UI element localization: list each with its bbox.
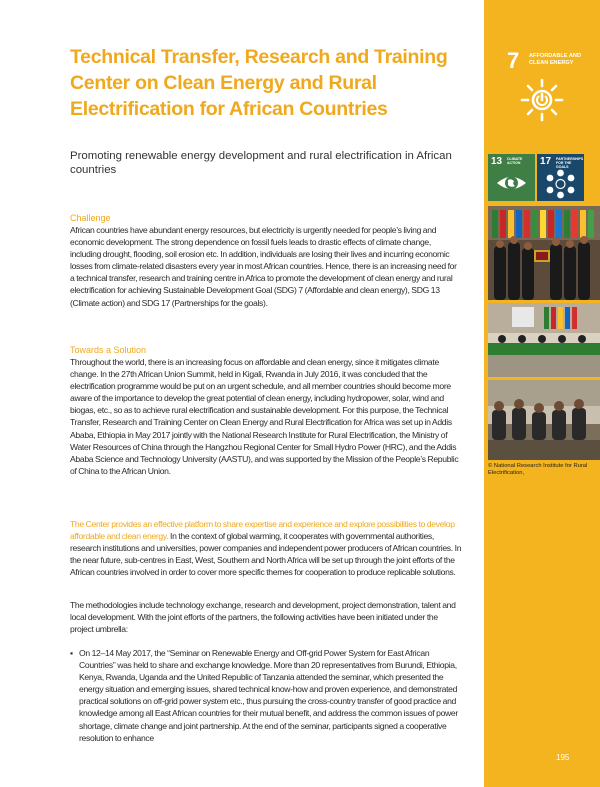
- platform-text: In the context of global warming, it cooperates with governmental authorities, research institutions and universities, power companies and independent power producers of African countries. In the near future, sub-centres in East, West, Southern and North Africa will be set up through the joint efforts of the African countries involved in order to cover more specific themes for cooperation to produce replicable solutions.: [70, 531, 462, 578]
- platform-highlight: The Center provides an effective platform to share expertise and experience and explore possibilities to develop affordable and clean energy.: [70, 519, 455, 542]
- challenge-heading: Challenge: [70, 213, 111, 223]
- list-item: On 12–14 May 2017, the “Seminar on Renewable Energy and Off-grid Power System for East African Countries” was held to share and exchange knowledge. More than 20 representatives from Burundi, Ethiopia, Kenya, Rwanda, Uganda and the United Republic of Tanzania attended the seminar, which presented the energy situation and emerging issues, shared technical know-how and proven experience, and demonstrated practical solutions on off-grid power system etc., thus pursuing the cross-country transfer of good practice and knowledge among all East African countries for their mutual benefit, and address the common issues of power shortage, climate change and joint partnership. At the end of the seminar, participants signed a cooperative resolution to enhance: [79, 648, 458, 743]
- sdg7-label: AFFORDABLE AND CLEAN ENERGY: [529, 53, 581, 66]
- page-subtitle: Promoting renewable energy development and rural electrification in African countries: [70, 150, 452, 176]
- page-title: Technical Transfer, Research and Training Center on Clean Energy and Rural Electrification for African Countries: [70, 46, 448, 120]
- ceremony-group-photo: [488, 206, 600, 300]
- partnership-circle-icon: [544, 169, 577, 199]
- conference-room-photo: [488, 303, 600, 377]
- solution-text: Throughout the world, there is an increasing focus on affordable and clean energy, since it mitigates climate change. In the 27th African Union Summit, held in Kigali, Rwanda in July 2016, it was concluded that the electrification programme would be put on an urgent schedule, and all member countries should become more aware of the importance to develop the great potential of clean energy, including hydropower, solar, wind and biogas, etc., so as to achieve rural electrification and sustainable development. For this purpose, the Technical Transfer, Research and Training Center on Clean Energy and Rural Electrification for Africa was set up in Addis Ababa, Ethiopia in May 2017 jointly with the National Research Institute for Rural Electrification, the Ministry of Water Resources of China through the Hangzhou Regional Center for Small Hydro Power (HRC), and the Addis Ababa Science and Technology University (AASTU), and was supported by the Mission of the People’s Republic of China to the African Union.: [70, 357, 459, 476]
- activity-list: [70, 647, 462, 744]
- sdg13-label: CLIMATE ACTION: [507, 157, 523, 166]
- seminar-participants-photo: [488, 380, 600, 460]
- sun-power-icon: [520, 78, 564, 122]
- bullet-marker: ▪: [70, 648, 73, 658]
- sdg13-badge: [488, 154, 535, 201]
- page-number: 195: [556, 753, 570, 762]
- sdg13-number: 13: [491, 156, 503, 167]
- methodologies-text: The methodologies include technology exchange, research and development, project demonstration, talent and local development. With the joint efforts of the partners, the following activities have been initiated under the project umbrella:: [70, 600, 456, 635]
- eye-earth-icon: [495, 169, 528, 197]
- challenge-text: African countries have abundant energy resources, but electricity is urgently needed for people’s living and economic development. The strong dependence on fossil fuels leads to drastic effects of climate change, including drought, flooding, soil erosion etc. In addition, individuals are losing their lives and incurring economic losses from climate-related disasters every year in most African countries. Hence, there is an increasing need for a technical transfer, research and training centre in Africa to promote the development of clean energy and rural electrification for achieving Sustainable Development Goal (SDG) 7 (Affordable and clean energy), SDG 13 (Climate action) and SDG 17 (Partnerships for the goals).: [70, 225, 457, 308]
- sdg17-number: 17: [540, 156, 552, 167]
- sdg7-badge: [499, 44, 585, 130]
- photo-caption: © National Research Institute for Rural Electrification,: [488, 463, 588, 476]
- sdg17-badge: [537, 154, 584, 201]
- sdg17-label: PARTNERSHIPS FOR THE GOALS: [556, 157, 584, 170]
- platform-paragraph: [70, 518, 462, 578]
- sdg7-number: 7: [507, 48, 520, 73]
- solution-heading: Towards a Solution: [70, 345, 147, 355]
